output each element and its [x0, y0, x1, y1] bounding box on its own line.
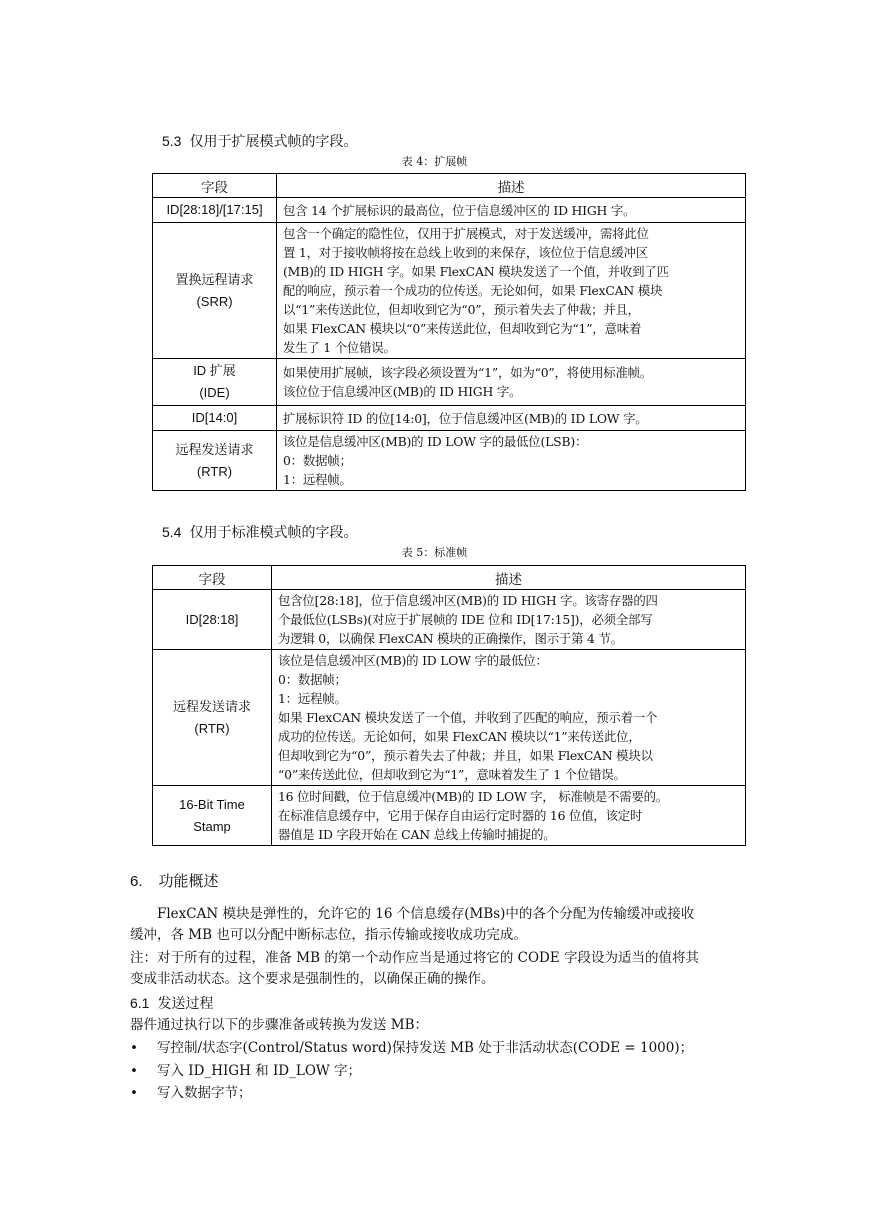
description-line: 个最低位(LSBs)(对应于扩展帧的 IDE 位和 ID[17:15])，必须全部写 — [278, 612, 653, 627]
paragraph-line: 缓冲，各 MB 也可以分配中断标志位，指示传输或接收成功完成。 — [130, 927, 527, 943]
description-cell — [277, 198, 746, 223]
paragraph-line: 注：对于所有的过程，准备 MB 的第一个动作应当是通过将它的 CODE 字段设为适当的值将其 — [130, 950, 699, 966]
description-line: 但却收到它为“0”，预示着失去了仲裁；并且，如果 FlexCAN 模块以 — [278, 748, 653, 763]
field-name-cell — [153, 198, 277, 223]
description-line: 包含 14 个扩展标识的最高位，位于信息缓冲区的 ID HIGH 字。 — [283, 202, 636, 218]
description-cell — [272, 650, 746, 786]
column-header-description: 描述 — [272, 566, 746, 590]
field-name-cell — [153, 786, 272, 846]
paragraph-line: 器件通过执行以下的步骤准备或转换为发送 MB： — [130, 1017, 429, 1033]
table-row — [153, 786, 746, 846]
section-title: 仅用于扩展模式帧的字段。 — [189, 134, 358, 150]
field-name-text: 远程发送请求 — [175, 441, 254, 457]
section-5-4-heading — [162, 522, 357, 542]
field-name-text: 置换远程请求 — [175, 271, 254, 287]
field-name-cell — [153, 223, 277, 359]
section-number: 5.4 — [162, 524, 182, 540]
description-line: “0”来传送此位，但却收到它为“1”，意味着发生了 1 个位错误。 — [278, 767, 626, 782]
description-line: 1：远程帧。 — [278, 691, 347, 706]
field-name-text: (SRR) — [196, 293, 233, 309]
list-item-text: 写入数据字节； — [157, 1085, 252, 1101]
field-name-text: (RTR) — [196, 463, 233, 479]
description-line: 器值是 ID 字段开始在 CAN 总线上传输时捕捉的。 — [278, 827, 556, 842]
description-line: 如果 FlexCAN 模块以“0”来传送此位，但却收到它为“1”，意味着 — [283, 321, 642, 336]
description-line: 为逻辑 0，以确保 FlexCAN 模块的正确操作，图示于第 4 节。 — [278, 631, 623, 646]
subsection-intro — [130, 1015, 740, 1036]
table-4-extended-frame — [152, 173, 746, 491]
description-line: 该位位于信息缓冲区(MB)的 ID HIGH 字。 — [283, 384, 522, 399]
field-name-text: ID[28:18] — [185, 611, 239, 627]
subsection-number: 6.1 — [130, 995, 150, 1011]
column-header-description: 描述 — [277, 174, 746, 198]
table-5-caption: 表 5：标准帧 — [401, 546, 468, 559]
field-name-cell — [153, 406, 277, 431]
table-row — [153, 650, 746, 786]
field-name-cell — [153, 359, 277, 406]
description-line: 16 位时间戳，位于信息缓冲(MB)的 ID LOW 字， 标准帧是不需要的。 — [278, 789, 669, 804]
description-line: 以“1”来传送此位，但却收到它为“0”，预示着失去了仲裁；并且， — [283, 302, 640, 317]
field-name-text: Stamp — [193, 818, 231, 834]
column-header-field: 字段 — [153, 174, 277, 198]
list-item — [130, 1082, 693, 1105]
bullet-icon: • — [130, 1062, 138, 1079]
field-name-text: 远程发送请求 — [172, 698, 251, 714]
description-line: 包含位[28:18]，位于信息缓冲区(MB)的 ID HIGH 字。该寄存器的四 — [278, 593, 658, 608]
field-name-text: 16-Bit Time — [179, 796, 245, 812]
table-row — [153, 359, 746, 406]
description-line: 该位是信息缓冲区(MB)的 ID LOW 字的最低位(LSB)： — [283, 434, 588, 449]
section-6-heading — [130, 870, 219, 891]
bullet-icon: • — [130, 1085, 138, 1101]
list-item-text: 写控制/状态字(Control/Status word)保持发送 MB 处于非活动状态(CODE = 1000)； — [157, 1040, 694, 1056]
paragraph-line: 变成非活动状态。这个要求是强制性的，以确保正确的操作。 — [130, 971, 495, 987]
list-item-text: 写入 ID_HIGH 和 ID_LOW 字； — [157, 1062, 362, 1079]
table-header-row — [153, 566, 746, 590]
table-row — [153, 431, 746, 491]
section-number: 5.3 — [162, 133, 182, 149]
description-cell — [277, 406, 746, 431]
section-title: 仅用于标准模式帧的字段。 — [189, 525, 358, 541]
description-line: 配的响应，预示着一个成功的位传送。无论如何，如果 FlexCAN 模块 — [283, 283, 663, 298]
description-cell — [277, 359, 746, 406]
column-header-field: 字段 — [153, 566, 272, 590]
description-line: 成功的位传送。无论如何，如果 FlexCAN 模块以“1”来传送此位， — [278, 729, 641, 744]
list-item — [130, 1037, 693, 1060]
table-row — [153, 590, 746, 650]
list-item — [130, 1060, 693, 1083]
description-cell — [272, 786, 746, 846]
description-cell — [277, 223, 746, 359]
field-name-text: ID[28:18]/[17:15] — [166, 202, 263, 217]
section-5-3-heading — [162, 131, 357, 151]
description-line: 在标准信息缓存中，它用于保存自由运行定时器的 16 位值，该定时 — [278, 808, 643, 823]
description-line: 扩展标识符 ID 的位[14:0]，位于信息缓冲区(MB)的 ID LOW 字。 — [283, 410, 648, 426]
field-name-text: (RTR) — [194, 720, 230, 736]
field-name-text: (IDE) — [199, 385, 230, 400]
description-line: 该位是信息缓冲区(MB)的 ID LOW 字的最低位： — [278, 653, 548, 668]
field-name-cell — [153, 431, 277, 491]
field-name-text: ID 扩展 — [193, 363, 236, 378]
description-line: 发生了 1 个位错误。 — [283, 340, 396, 355]
section-number: 6. — [130, 873, 143, 890]
table-4-caption: 表 4：扩展帧 — [401, 155, 468, 168]
note-paragraph — [130, 948, 740, 990]
description-line: 包含一个确定的隐性位，仅用于扩展模式，对于发送缓冲，需将此位 — [283, 226, 649, 241]
table-row — [153, 198, 746, 223]
table-row — [153, 223, 746, 359]
table-5-standard-frame — [152, 565, 746, 846]
description-line: 0：数据帧； — [283, 453, 352, 468]
description-line: 0：数据帧； — [278, 672, 347, 687]
bullet-list — [130, 1037, 693, 1105]
description-cell — [277, 431, 746, 491]
table-row — [153, 406, 746, 431]
description-line: 如果 FlexCAN 模块发送了一个值，并收到了匹配的响应，预示着一个 — [278, 710, 658, 725]
field-name-cell — [153, 650, 272, 786]
bullet-icon: • — [130, 1040, 138, 1056]
description-line: 1：远程帧。 — [283, 472, 352, 487]
description-line: 置 1，对于接收帧将按在总线上收到的来保存，该位位于信息缓冲区 — [283, 245, 648, 260]
description-cell — [272, 590, 746, 650]
paragraph-line: FlexCAN 模块是弹性的，允许它的 16 个信息缓存(MBs)中的各个分配为传输缓冲或接收 — [130, 906, 695, 922]
field-name-text: ID[14:0] — [191, 410, 238, 425]
field-name-cell — [153, 590, 272, 650]
description-line: (MB)的 ID HIGH 字。如果 FlexCAN 模块发送了一个值，并收到了匹 — [283, 264, 669, 279]
intro-paragraph — [130, 904, 740, 946]
section-6-1-heading — [130, 993, 213, 1013]
table-header-row — [153, 174, 746, 198]
description-line: 如果使用扩展帧，该字段必须设置为“1”，如为“0”，将使用标准帧。 — [283, 365, 653, 380]
section-title: 功能概述 — [158, 872, 219, 890]
subsection-title: 发送过程 — [157, 996, 214, 1012]
